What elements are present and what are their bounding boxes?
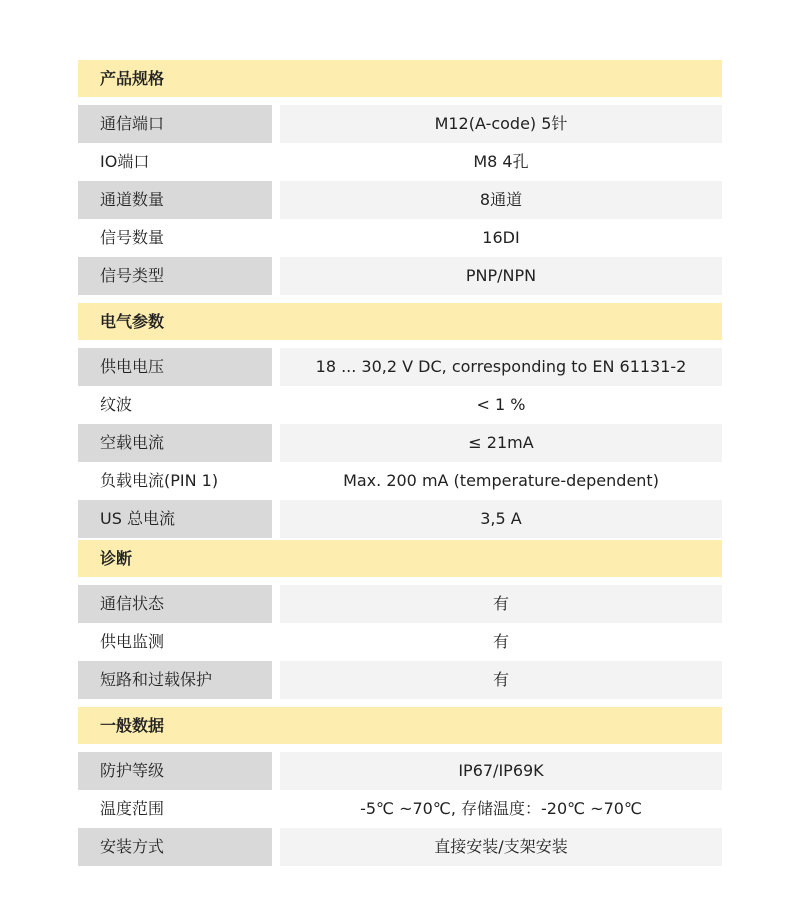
table-row xyxy=(78,500,722,538)
row-value: 16DI xyxy=(482,228,520,247)
row-label: 纹波 xyxy=(100,395,133,414)
row-value: 有 xyxy=(280,585,722,623)
row-value: 有 xyxy=(492,632,509,651)
section-header-product-spec: 产品规格 xyxy=(78,60,722,97)
table-row xyxy=(78,661,722,699)
row-value: 有 xyxy=(280,661,722,699)
table-row xyxy=(78,623,722,661)
row-value: IP67/IP69K xyxy=(280,752,722,790)
row-label: 供电监测 xyxy=(100,632,165,651)
section-header-electrical: 电气参数 xyxy=(78,303,722,340)
row-label: 通道数量 xyxy=(78,181,272,219)
row-label: 空载电流 xyxy=(78,424,272,462)
row-label: 通信端口 xyxy=(78,105,272,143)
row-label: 温度范围 xyxy=(100,799,165,818)
table-row xyxy=(78,105,722,143)
section-header-general-data: 一般数据 xyxy=(78,707,722,744)
row-label: 通信状态 xyxy=(78,585,272,623)
table-row xyxy=(78,143,722,181)
row-value: 直接安装/支架安装 xyxy=(280,828,722,866)
row-value: M8 4孔 xyxy=(473,152,529,171)
row-label: IO端口 xyxy=(100,152,150,171)
row-label: 供电电压 xyxy=(78,348,272,386)
row-label: 安装方式 xyxy=(78,828,272,866)
row-value: 3,5 A xyxy=(280,500,722,538)
row-label: 信号类型 xyxy=(78,257,272,295)
row-label: 防护等级 xyxy=(78,752,272,790)
row-value: Max. 200 mA (temperature-dependent) xyxy=(343,471,659,490)
row-value: ≤ 21mA xyxy=(280,424,722,462)
row-label: 短路和过载保护 xyxy=(78,661,272,699)
table-row xyxy=(78,219,722,257)
table-row xyxy=(78,348,722,386)
row-value: 8通道 xyxy=(280,181,722,219)
row-value: M12(A-code) 5针 xyxy=(280,105,722,143)
row-label: 负载电流(PIN 1) xyxy=(100,471,219,490)
row-value: -5℃ ~70℃, 存储温度：-20℃ ~70℃ xyxy=(360,799,642,818)
table-row xyxy=(78,790,722,828)
row-value: < 1 % xyxy=(476,395,526,414)
spec-table xyxy=(78,60,722,866)
row-label: 信号数量 xyxy=(100,228,165,247)
section-header-diagnostics: 诊断 xyxy=(78,540,722,577)
table-row xyxy=(78,828,722,866)
table-row xyxy=(78,181,722,219)
row-value: PNP/NPN xyxy=(280,257,722,295)
table-row xyxy=(78,462,722,500)
row-label: US 总电流 xyxy=(78,500,272,538)
table-row xyxy=(78,424,722,462)
table-row xyxy=(78,585,722,623)
table-row xyxy=(78,752,722,790)
table-row xyxy=(78,257,722,295)
table-row xyxy=(78,386,722,424)
row-value: 18 ... 30,2 V DC, corresponding to EN 61131-2 xyxy=(280,348,722,386)
